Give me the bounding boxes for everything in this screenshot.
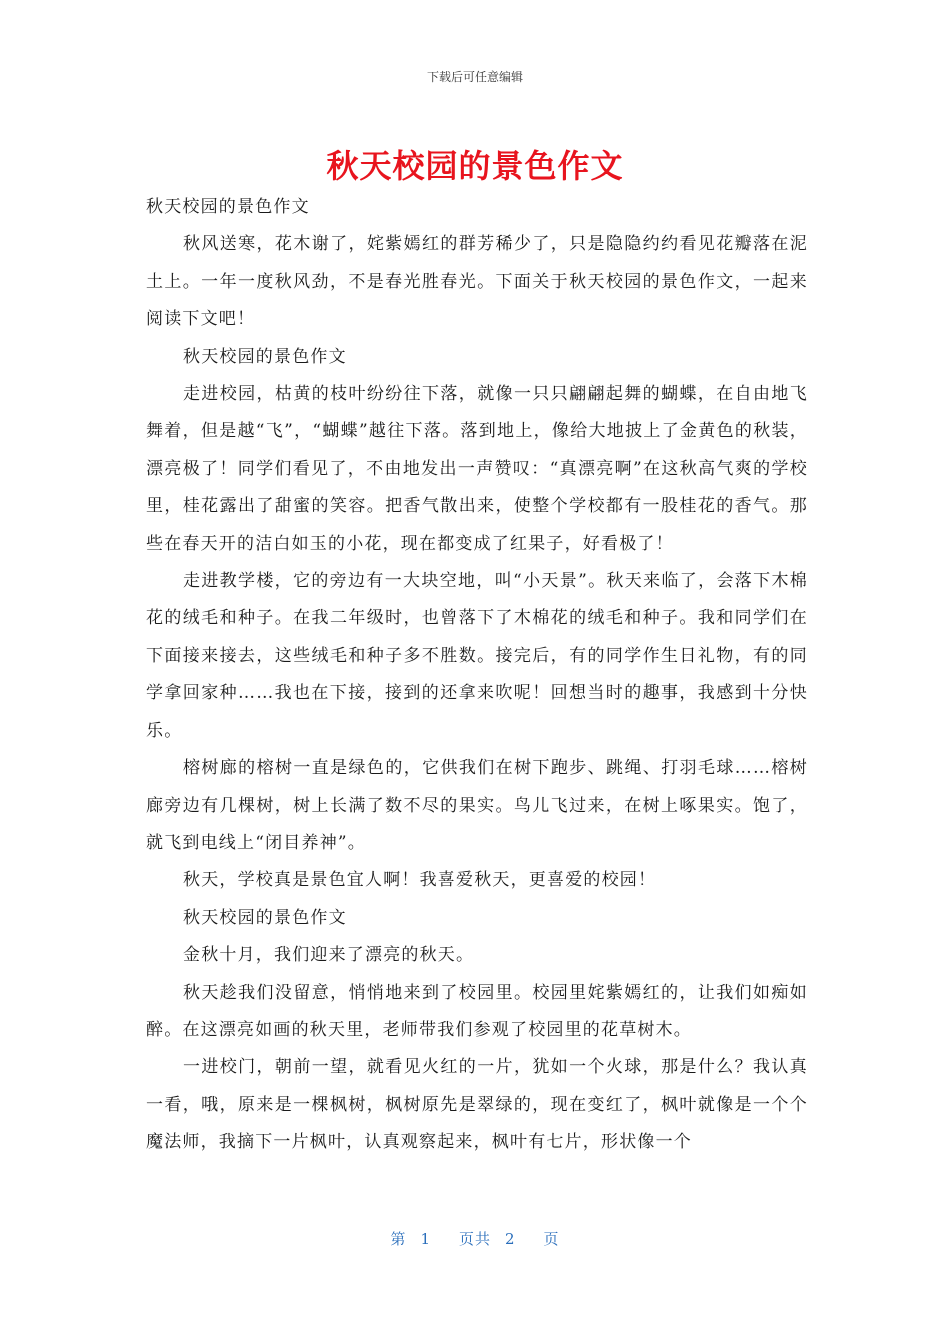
total-pages-number: 2 [505,1230,516,1248]
paragraph-subtitle: 秋天校园的景色作文 [146,197,310,217]
document-title: 秋天校园的景色作文 [326,147,624,185]
paragraph: 走进校园，枯黄的枝叶纷纷往下落，就像一只只翩翩起舞的蝴蝶，在自由地飞舞着，但是越“飞”，“蝴蝶”越往下落。落到地上，像给大地披上了金黄色的秋装，漂亮极了！同学们看见了，不由地发出一声赞叹：“真漂亮啊”在这秋高气爽的学校里，桂花露出了甜蜜的笑容。把香气散出来，使整个学校都有一股桂花的香气。那些在春天开的洁白如玉的小花，现在都变成了红果子，好看极了！ [146,384,808,554]
page-footer [0,1228,950,1249]
footer-suffix: 页 [543,1230,560,1248]
paragraph: 金秋十月，我们迎来了漂亮的秋天。 [183,945,475,966]
paragraph: 秋天，学校真是景色宜人啊！我喜爱秋天，更喜爱的校园！ [183,870,657,891]
header-note: 下载后可任意编辑 [426,70,523,84]
paragraph-heading-essay-2: 秋天校园的景色作文 [183,907,347,928]
footer-middle: 页共 [458,1230,491,1248]
paragraph: 秋天趁我们没留意，悄悄地来到了校园里。校园里姹紫嫣红的，让我们如痴如醉。在这漂亮如画的秋天里，老师带我们参观了校园里的花草树木。 [146,982,808,1040]
paragraph-intro: 秋风送寒，花木谢了，姹紫嫣红的群芳稀少了，只是隐隐约约看见花瓣落在泥土上。一年一度秋风劲，不是春光胜春光。下面关于秋天校园的景色作文，一起来阅读下文吧！ [146,234,808,330]
current-page-number: 1 [420,1230,431,1248]
paragraph: 一进校门，朝前一望，就看见火红的一片，犹如一个火球，那是什么？我认真一看，哦，原来是一棵枫树，枫树原先是翠绿的，现在变红了，枫叶就像是一个个魔法师，我摘下一片枫叶，认真观察起来，枫叶有七片，形状像一个 [146,1057,808,1153]
paragraph: 榕树廊的榕树一直是绿色的，它供我们在树下跑步、跳绳、打羽毛球……榕树廊旁边有几棵树，树上长满了数不尽的果实。鸟儿飞过来，在树上啄果实。饱了，就飞到电线上“闭目养神”。 [146,758,808,853]
paragraph-heading-essay-1: 秋天校园的景色作文 [183,346,347,367]
paragraph: 走进教学楼，它的旁边有一大块空地，叫“小天景”。秋天来临了，会落下木棉花的绒毛和种子。在我二年级时，也曾落下了木棉花的绒毛和种子。我和同学们在下面接来接去，这些绒毛和种子多不胜数。接完后，有的同学作生日礼物，有的同学拿回家种……我也在下接，接到的还拿来吹呢！回想当时的趣事，我感到十分快乐。 [146,571,808,741]
footer-prefix: 第 [390,1230,407,1248]
document-body [146,189,808,1162]
